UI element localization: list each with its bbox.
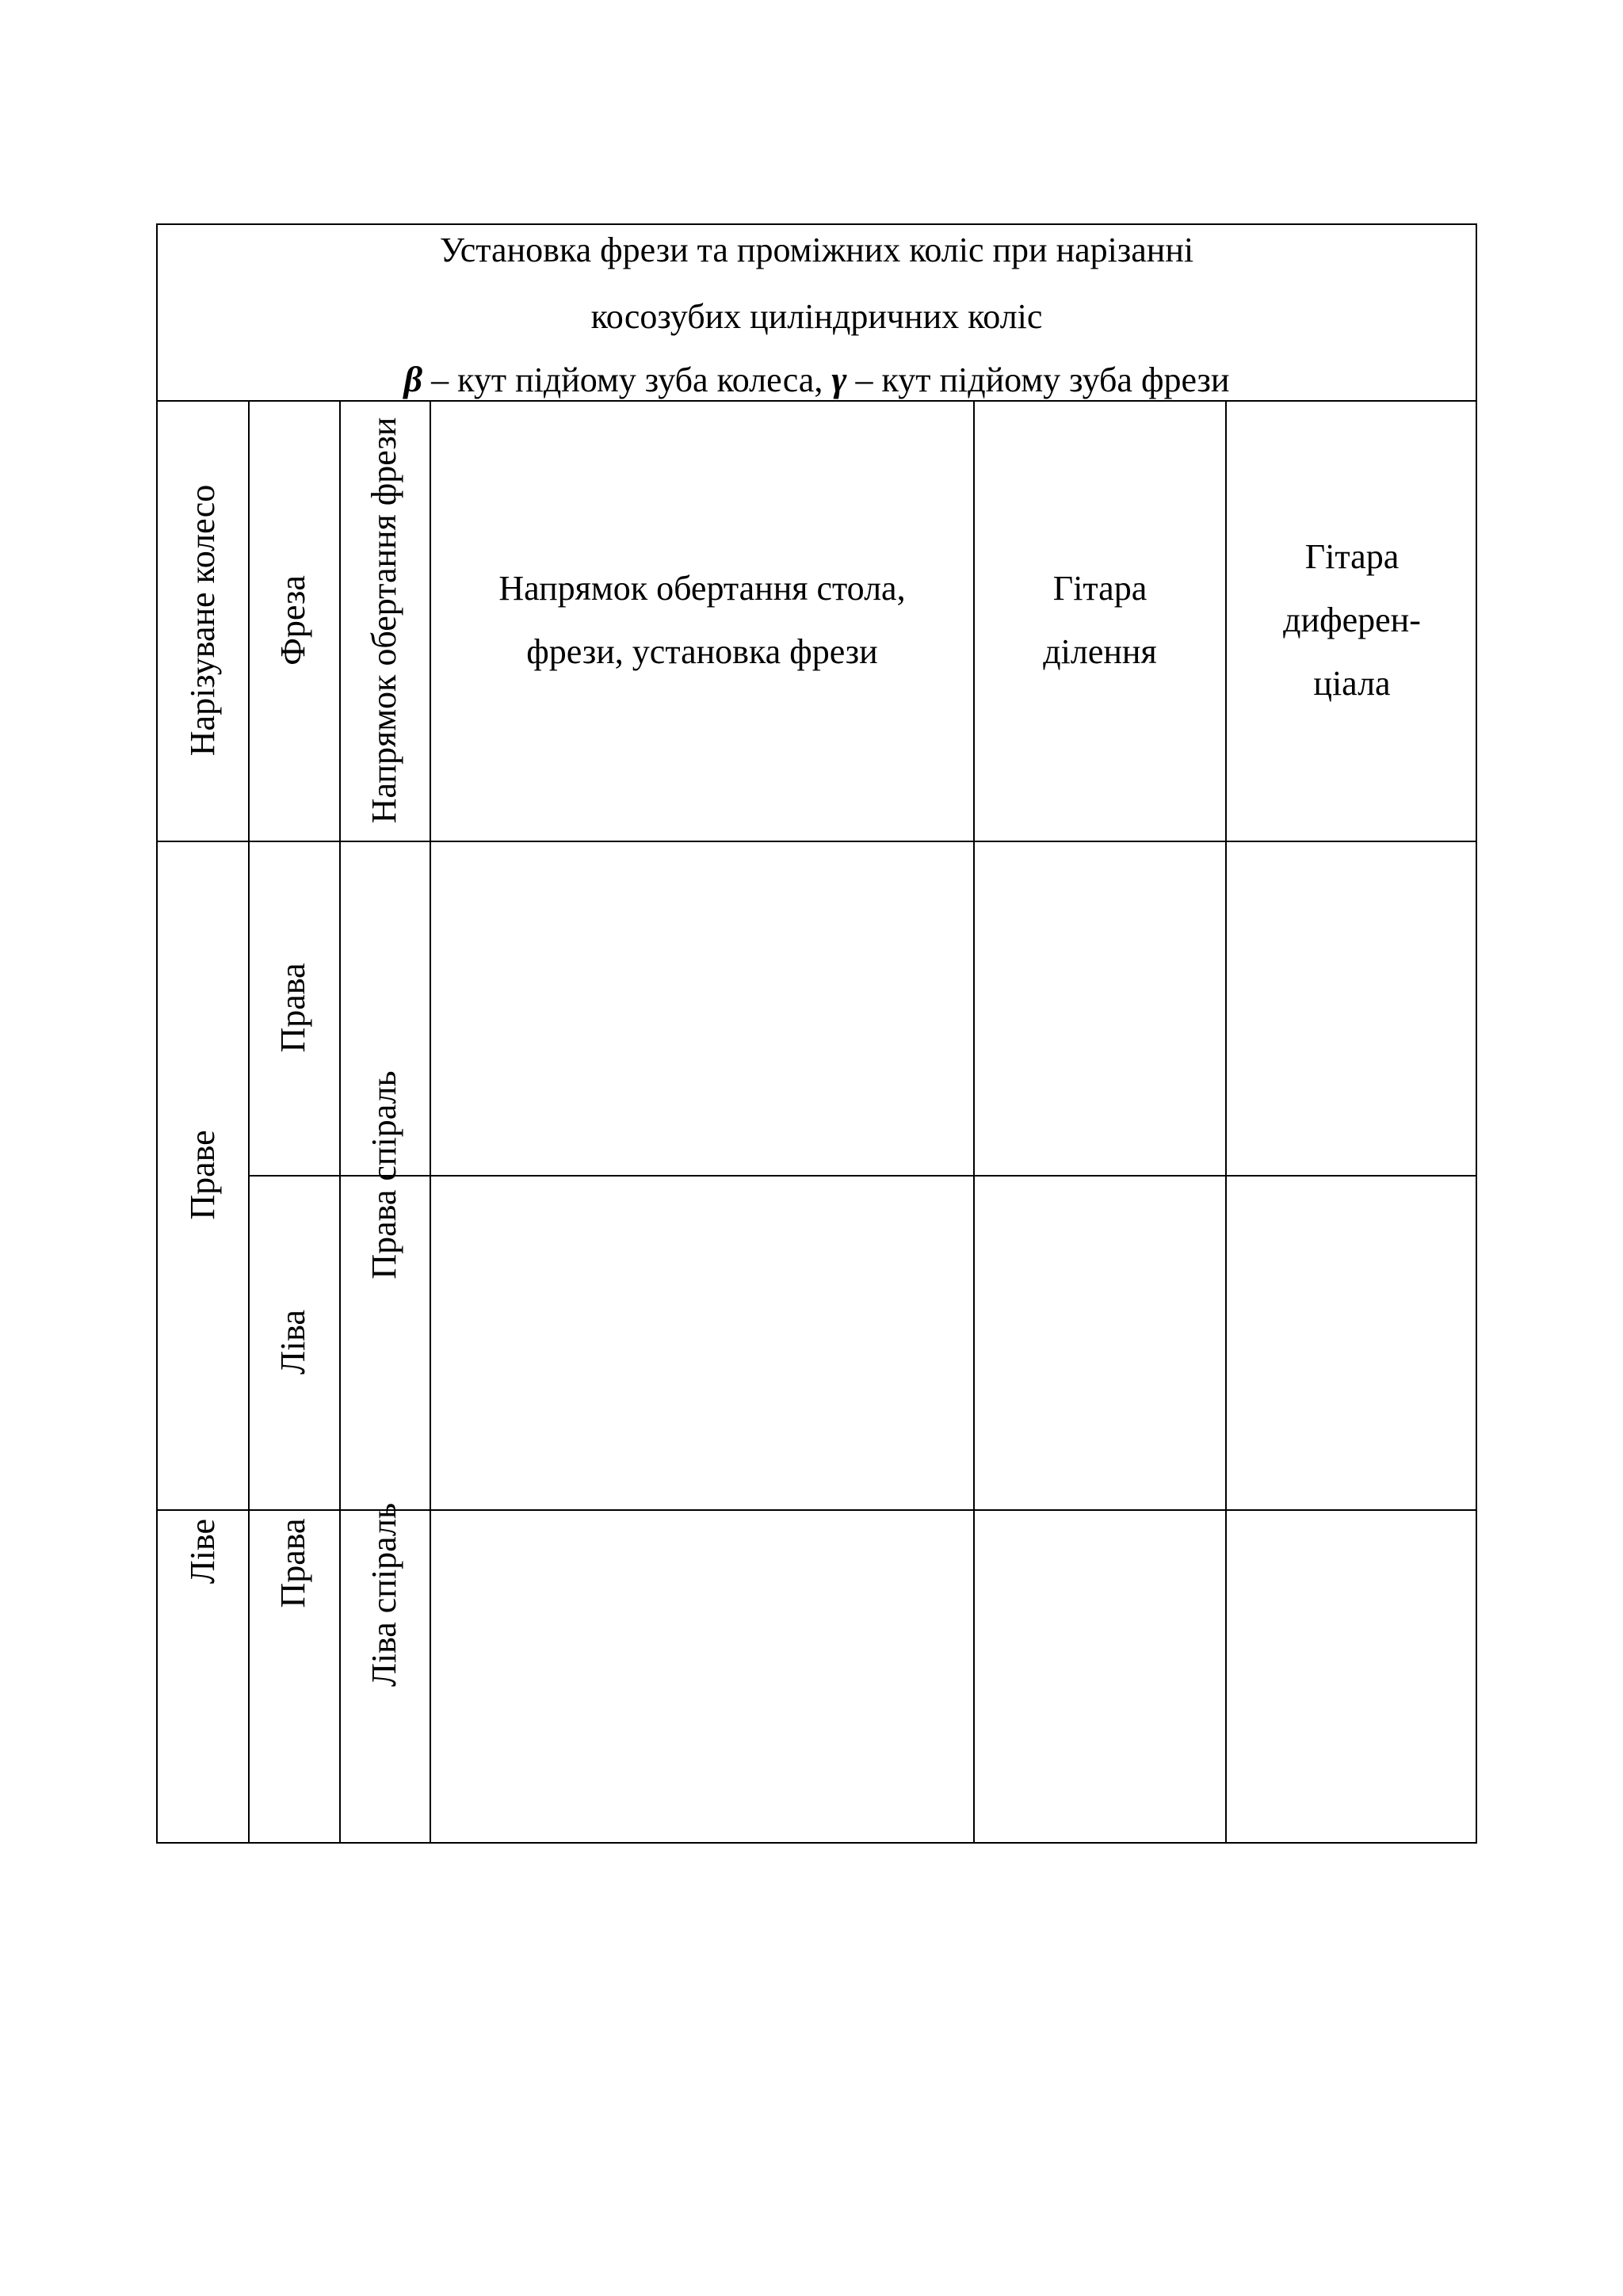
header-division-gear-line-1: Гітара [1052,569,1148,608]
header-differential-gear-line-3: ціала [1313,664,1391,703]
header-differential-gear-line-1: Гітара [1304,537,1400,576]
row-spiral-right: Права спіраль [365,1070,403,1280]
header-division-gear [975,557,1225,684]
beta-symbol: β [403,359,423,399]
gamma-symbol: γ [831,359,847,399]
row-left-wheel: Ліве [183,1518,222,1585]
row-cutter-right-2: Права [273,1518,312,1608]
header-table-rotation-line-2: фрези, установка фрези [526,632,878,671]
table-title-line-3 [158,361,1476,398]
table-title-line-2 [158,299,1476,334]
header-cutter-rotation: Напрямок обертання фрези [365,417,403,824]
row-spiral-left: Ліва спіраль [365,1502,403,1688]
row-right-wheel: Праве [183,1130,222,1220]
header-wheel: Нарізуване колесо [183,484,222,757]
table-title-text-1: Установка фрези та проміжних коліс при нарізанні [439,231,1194,269]
beta-description: – кут підйому зуба колеса, [422,360,832,399]
col-divider-1 [248,400,250,1844]
header-table-rotation-line-1: Напрямок обертання стола, [498,569,906,608]
header-differential-gear-line-2: диферен- [1283,601,1421,639]
col-divider-2 [339,400,341,1844]
title-divider [158,400,1476,402]
gamma-description: – кут підйому зуба фрези [846,360,1230,399]
table-title-text-2: косозубих циліндричних коліс [590,297,1043,336]
row-cutter-left: Ліва [273,1310,312,1375]
header-table-rotation [431,557,973,684]
row-divider-left-wheel [158,1509,1476,1511]
row-divider-right-wheel-mid [248,1175,1477,1177]
header-differential-gear [1227,525,1477,715]
gear-cutting-table [156,223,1477,1844]
header-divider [158,841,1476,842]
table-title-line-1 [158,233,1476,268]
header-division-gear-line-2: ділення [1043,632,1157,671]
header-cutter: Фреза [273,575,312,666]
row-cutter-right-1: Права [273,963,312,1053]
